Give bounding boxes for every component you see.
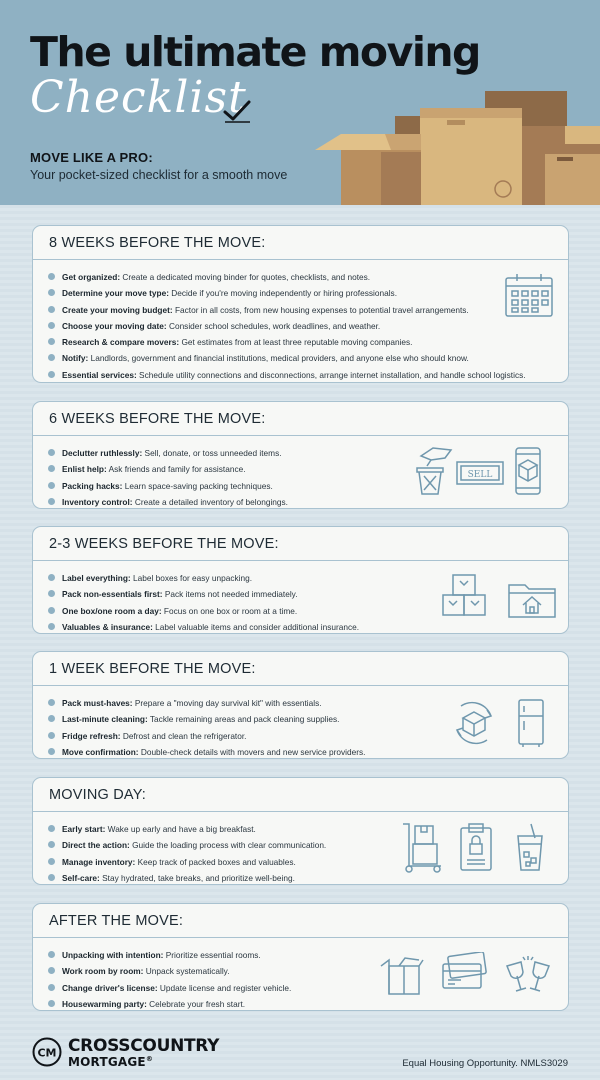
bullet-dot xyxy=(48,498,55,505)
list-item: Housewarming party: Celebrate your fresh start. xyxy=(48,996,553,1012)
list-item: Early start: Wake up early and have a big breakfast. xyxy=(48,821,553,837)
bullet-dot xyxy=(48,607,55,614)
list-item: Unpacking with intention: Prioritize essential rooms. xyxy=(48,947,553,963)
bullet-dot xyxy=(48,874,55,881)
list-item: Essential services: Schedule utility connections and disconnections, arrange internet installation, and handle school logistics. xyxy=(48,367,553,383)
crosscountry-logo xyxy=(32,1035,232,1071)
list-item: Fridge refresh: Defrost and clean the refrigerator. xyxy=(48,728,553,744)
bullet-dot xyxy=(48,273,55,280)
title-script: Checklist xyxy=(30,72,247,123)
title-main: The ultimate moving xyxy=(30,28,480,76)
list-item: Label everything: Label boxes for easy unpacking. xyxy=(48,570,553,586)
bullet-dot xyxy=(48,732,55,739)
bullet-dot xyxy=(48,623,55,630)
phone-box-icon xyxy=(513,446,543,496)
bullet-dot xyxy=(48,748,55,755)
list-item: Inventory control: Create a detailed inventory of belongings. xyxy=(48,494,553,510)
tagline-strong: MOVE LIKE A PRO: xyxy=(30,150,153,165)
bullet-dot xyxy=(48,449,55,456)
hand-truck-icon xyxy=(401,822,445,874)
bullet-dot xyxy=(48,825,55,832)
list-item: Research & compare movers: Get estimates from at least three reputable moving companies. xyxy=(48,334,553,350)
section-after-move xyxy=(32,903,569,1011)
open-box-icon xyxy=(379,956,425,996)
bullet-dot xyxy=(48,967,55,974)
brand-name: CROSSCOUNTRY xyxy=(68,1036,220,1056)
bullet-dot xyxy=(48,951,55,958)
section-title: AFTER THE MOVE: xyxy=(49,913,184,929)
sell-sign-icon xyxy=(455,460,505,486)
list-item: One box/one room a day: Focus on one box or room at a time. xyxy=(48,603,553,619)
bullet-dot xyxy=(48,354,55,361)
list-item: Manage inventory: Keep track of packed boxes and valuables. xyxy=(48,854,553,870)
champagne-glasses-icon xyxy=(503,954,553,996)
equal-housing-note: Equal Housing Opportunity. NMLS3029 xyxy=(402,1058,568,1069)
list-item: Pack non-essentials first: Pack items not needed immediately. xyxy=(48,586,553,602)
bullet-dot xyxy=(48,984,55,991)
bullet-dot xyxy=(48,574,55,581)
bullet-dot xyxy=(48,338,55,345)
sell-sign-text: SELL xyxy=(467,470,493,480)
list-item: Last-minute cleaning: Tackle remaining areas and pack cleaning supplies. xyxy=(48,711,553,727)
list-item: Direct the action: Guide the loading process with clear communication. xyxy=(48,837,553,853)
list-item: Enlist help: Ask friends and family for assistance. xyxy=(48,461,553,477)
section-divider xyxy=(33,937,568,938)
refrigerator-icon xyxy=(517,698,545,748)
section-title: MOVING DAY: xyxy=(49,787,147,803)
section-2-3-weeks xyxy=(32,526,569,634)
cardboard-boxes-illustration xyxy=(315,86,600,205)
hand-trash-bin-icon xyxy=(411,446,455,496)
section-8-weeks xyxy=(32,225,569,383)
bullet-dot xyxy=(48,289,55,296)
list-item: Notify: Landlords, government and financial institutions, medical providers, and anyone else who should know. xyxy=(48,350,553,366)
section-divider xyxy=(33,259,568,260)
list-item: Packing hacks: Learn space-saving packing techniques. xyxy=(48,478,553,494)
folder-house-icon xyxy=(507,579,557,619)
list-item: Create your moving budget: Factor in all costs, from new housing expenses to potential travel arrangements. xyxy=(48,302,553,318)
list-item: Determine your move type: Decide if you're moving independently or hiring professionals. xyxy=(48,285,553,301)
list-item: Declutter ruthlessly: Sell, donate, or toss unneeded items. xyxy=(48,445,553,461)
logo-monogram: CM xyxy=(37,1046,57,1060)
section-title: 2-3 WEEKS BEFORE THE MOVE: xyxy=(49,536,279,552)
bullet-dot xyxy=(48,1000,55,1007)
section-title: 6 WEEKS BEFORE THE MOVE: xyxy=(49,411,266,427)
section-divider xyxy=(33,685,568,686)
section-title: 8 WEEKS BEFORE THE MOVE: xyxy=(49,235,266,251)
stacked-boxes-icon xyxy=(441,573,487,617)
header-banner xyxy=(0,0,600,205)
list-item: Change driver's license: Update license and register vehicle. xyxy=(48,980,553,996)
water-glass-icon xyxy=(515,822,545,872)
bullet-dot xyxy=(48,858,55,865)
section-divider xyxy=(33,811,568,812)
list-item: Move confirmation: Double-check details with movers and new service providers. xyxy=(48,744,553,760)
list-item: Self-care: Stay hydrated, take breaks, and prioritize well-being. xyxy=(48,870,553,886)
logo-mark-icon xyxy=(32,1037,62,1067)
brand-subname: MORTGAGE® xyxy=(68,1055,154,1069)
calendar-icon xyxy=(504,272,554,318)
section-title: 1 WEEK BEFORE THE MOVE: xyxy=(49,661,256,677)
bullet-dot xyxy=(48,306,55,313)
list-item: Get organized: Create a dedicated moving binder for quotes, checklists, and notes. xyxy=(48,269,553,285)
clipboard-lock-icon xyxy=(459,822,493,872)
list-item: Work room by room: Unpack systematically. xyxy=(48,963,553,979)
box-cycle-icon xyxy=(451,698,497,748)
bullet-dot xyxy=(48,322,55,329)
bullet-dot xyxy=(48,482,55,489)
list-item: Pack must-haves: Prepare a "moving day survival kit" with essentials. xyxy=(48,695,553,711)
checkmark-icon xyxy=(222,98,252,124)
list-item: Choose your moving date: Consider school schedules, work deadlines, and weather. xyxy=(48,318,553,334)
list-item: Valuables & insurance: Label valuable items and consider additional insurance. xyxy=(48,619,553,635)
bullet-dot xyxy=(48,590,55,597)
section-1-week xyxy=(32,651,569,759)
bullet-dot xyxy=(48,371,55,378)
tagline-sub: Your pocket-sized checklist for a smooth move xyxy=(30,168,288,182)
bullet-dot xyxy=(48,699,55,706)
section-divider xyxy=(33,560,568,561)
section-6-weeks xyxy=(32,401,569,509)
bullet-dot xyxy=(48,841,55,848)
checklist xyxy=(48,269,553,383)
section-moving-day xyxy=(32,777,569,885)
bullet-dot xyxy=(48,715,55,722)
section-divider xyxy=(33,435,568,436)
bullet-dot xyxy=(48,465,55,472)
credit-card-icon xyxy=(441,952,487,992)
